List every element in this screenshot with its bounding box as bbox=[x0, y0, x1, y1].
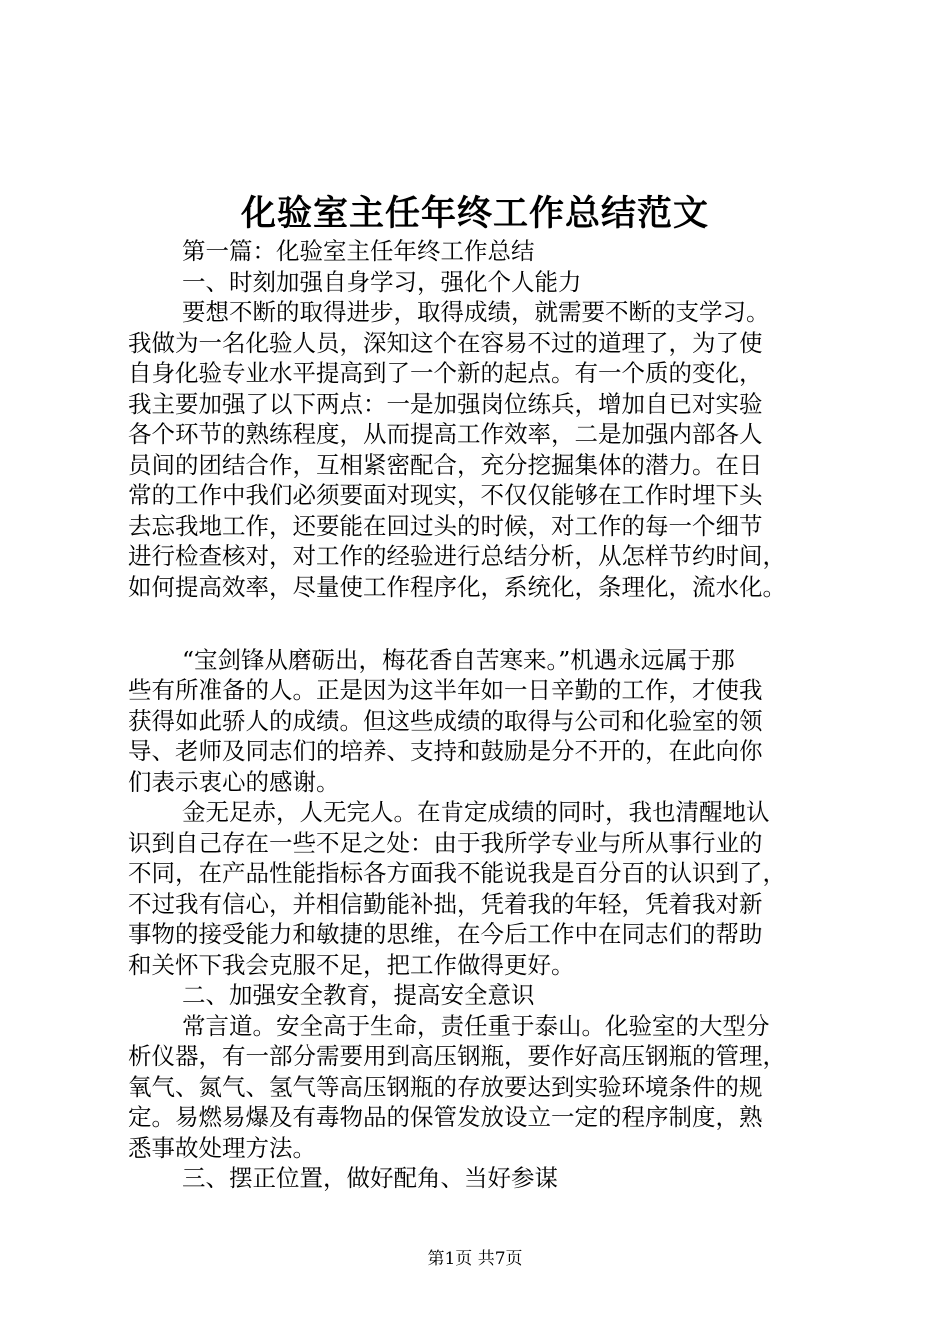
paragraph-line: 不过我有信心，并相信勤能补拙，凭着我的年轻，凭着我对新 bbox=[128, 889, 763, 918]
page-number-footer: 第1页 共7页 bbox=[427, 1249, 523, 1269]
section-heading: 一、时刻加强自身学习，强化个人能力 bbox=[182, 267, 582, 296]
paragraph-line: 自身化验专业水平提高到了一个新的起点。有一个质的变化， bbox=[128, 359, 763, 387]
paragraph-line: 识到自己存在一些不足之处：由于我所学专业与所从事行业的 bbox=[128, 828, 763, 857]
paragraph-line: 员间的团结合作，互相紧密配合，充分挖掘集体的潜力。在日 bbox=[128, 450, 763, 479]
paragraph-line: 析仪器，有一部分需要用到高压钢瓶，要作好高压钢瓶的管理， bbox=[128, 1042, 786, 1070]
paragraph-line: 进行检查核对，对工作的经验进行总结分析，从怎样节约时间， bbox=[128, 542, 786, 570]
paragraph-line: 不同，在产品性能指标各方面我不能说我是百分百的认识到了， bbox=[128, 859, 786, 887]
paragraph-line: 常言道。安全高于生命，责任重于泰山。化验室的大型分 bbox=[182, 1011, 770, 1040]
document-title: 化验室主任年终工作总结范文 bbox=[240, 193, 709, 234]
paragraph-line: “宝剑锋从磨砺出，梅花香自苦寒来。”机遇永远属于那 bbox=[182, 645, 735, 674]
paragraph-line: 要想不断的取得进步，取得成绩，就需要不断的支学习。 bbox=[182, 298, 770, 326]
paragraph-line: 和关怀下我会克服不足，把工作做得更好。 bbox=[128, 950, 575, 979]
paragraph-line: 定。易燃易爆及有毒物品的保管发放设立一定的程序制度，熟 bbox=[128, 1103, 763, 1131]
paragraph-line: 常的工作中我们必须要面对现实，不仅仅能够在工作时埋下头 bbox=[128, 481, 763, 509]
paragraph-line: 去忘我地工作，还要能在回过头的时候，对工作的每一个细节 bbox=[128, 511, 763, 540]
paragraph-line: 们表示衷心的感谢。 bbox=[128, 767, 340, 796]
paragraph-line: 导、老师及同志们的培养、支持和鼓励是分不开的，在此向你 bbox=[128, 737, 763, 765]
paragraph-line: 获得如此骄人的成绩。但这些成绩的取得与公司和化验室的领 bbox=[128, 706, 763, 735]
paragraph-line: 氧气、氮气、氢气等高压钢瓶的存放要达到实验环境条件的规 bbox=[128, 1072, 763, 1101]
paragraph-line: 些有所准备的人。正是因为这半年如一日辛勤的工作，才使我 bbox=[128, 676, 763, 704]
paragraph-line: 事物的接受能力和敏捷的思维，在今后工作中在同志们的帮助 bbox=[128, 920, 763, 948]
section-heading: 第一篇：化验室主任年终工作总结 bbox=[182, 237, 535, 265]
paragraph-line: 各个环节的熟练程度，从而提高工作效率，二是加强内部各人 bbox=[128, 420, 763, 448]
paragraph-line: 金无足赤，人无完人。在肯定成绩的同时，我也清醒地认 bbox=[182, 798, 770, 826]
section-heading: 三、摆正位置，做好配角、当好参谋 bbox=[182, 1164, 558, 1192]
paragraph-line: 我做为一名化验人员，深知这个在容易不过的道理了，为了使 bbox=[128, 328, 763, 357]
section-heading: 二、加强安全教育，提高安全意识 bbox=[182, 981, 535, 1009]
document-body bbox=[128, 236, 850, 1194]
paragraph-line: 我主要加强了以下两点：一是加强岗位练兵，增加自已对实验 bbox=[128, 389, 763, 418]
paragraph-line: 如何提高效率，尽量使工作程序化，系统化，条理化，流水化。 bbox=[128, 572, 786, 601]
paragraph-spacer bbox=[128, 602, 850, 633]
paragraph-spacer bbox=[128, 633, 850, 645]
paragraph-line: 悉事故处理方法。 bbox=[128, 1133, 316, 1162]
